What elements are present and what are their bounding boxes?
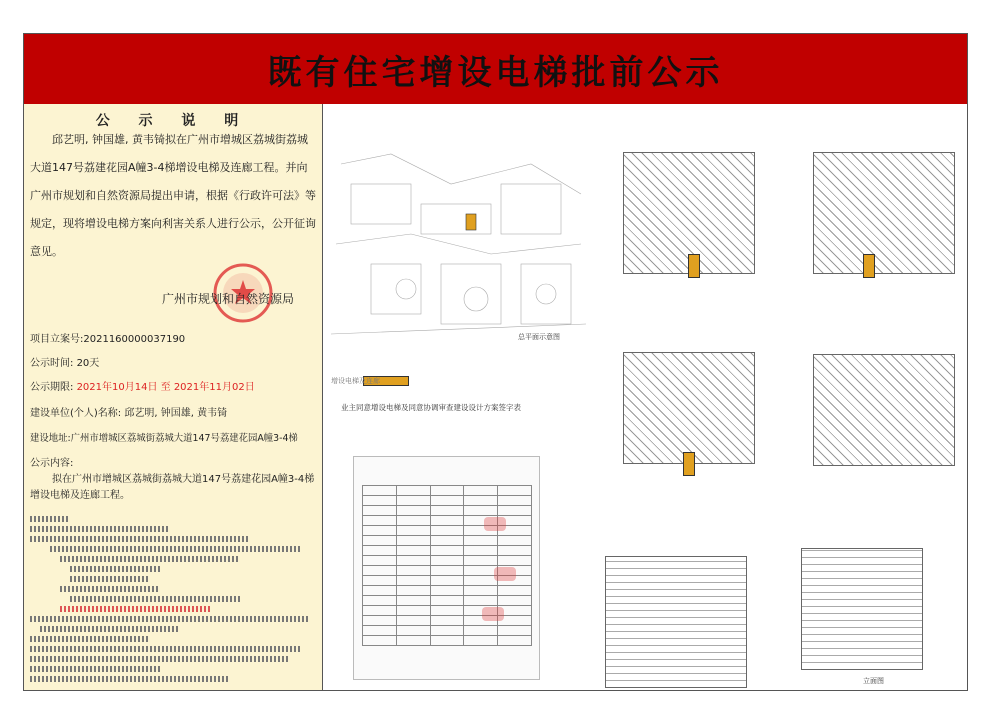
- elevator-marker-icon: [683, 452, 695, 476]
- site-plan-caption: 总平面示意图: [518, 333, 560, 341]
- duration-row: 公示时间: 20天: [30, 358, 100, 369]
- project-number-row: 项目立案号:2021160000037190: [30, 334, 186, 345]
- notice-board: [23, 33, 968, 691]
- location-row: 建设地址:广州市增城区荔城街荔城大道147号荔建花园A幢3-4梯: [30, 433, 298, 444]
- floor-plan-3: [623, 352, 755, 464]
- fingerprint-stamp-icon: [482, 607, 504, 621]
- notice-panel: [24, 104, 323, 690]
- signature-table: [362, 485, 532, 646]
- elevation-caption: 立面图: [863, 677, 884, 685]
- notice-body: 邱艺明, 钟国雄, 黄韦锜拟在广州市增城区荔城街荔城大道147号荔建花园A幢3-4梯增设电梯及连廊工程。并向广州市规划和自然资源局提出申请，根据《行政许可法》等规定，现将增设电梯方案向利害关系人进行公示，公开征询意见。: [30, 133, 316, 258]
- legend-label: 增设电梯及连廊: [331, 377, 380, 385]
- title-banner: [24, 34, 967, 105]
- fingerprint-stamp-icon: [484, 517, 506, 531]
- floor-plan-4: [813, 354, 955, 466]
- signature-sheet: [353, 456, 540, 680]
- content-label: 公示内容:: [30, 458, 74, 469]
- drawings-panel: [323, 104, 967, 690]
- sheet-title: 业主同意增设电梯及同意协调审查建设设计方案签字表: [341, 403, 521, 412]
- elevator-marker-icon: [688, 254, 700, 278]
- page-title: 既有住宅增设电梯批前公示: [267, 52, 724, 93]
- authority-name: 广州市规划和自然资源局: [162, 292, 295, 306]
- notice-heading: 公 示 说 明: [95, 113, 251, 129]
- applicant-row: 建设单位(个人)名称: 邱艺明, 钟国雄, 黄韦锜: [30, 408, 228, 419]
- floor-plan-2: [813, 152, 955, 274]
- elevation-drawing-2: [801, 548, 923, 670]
- content-body: 拟在广州市增城区荔城街荔城大道147号荔建花园A幢3-4梯增设电梯及连廊工程。: [30, 474, 315, 501]
- elevation-drawing-1: [605, 556, 747, 688]
- period-row: 公示期限: 2021年10月14日 至 2021年11月02日: [30, 382, 255, 393]
- site-plan-drawing: [331, 124, 586, 344]
- fingerprint-stamp-icon: [494, 567, 516, 581]
- elevator-marker-icon: [863, 254, 875, 278]
- fine-print-notes: [30, 512, 312, 682]
